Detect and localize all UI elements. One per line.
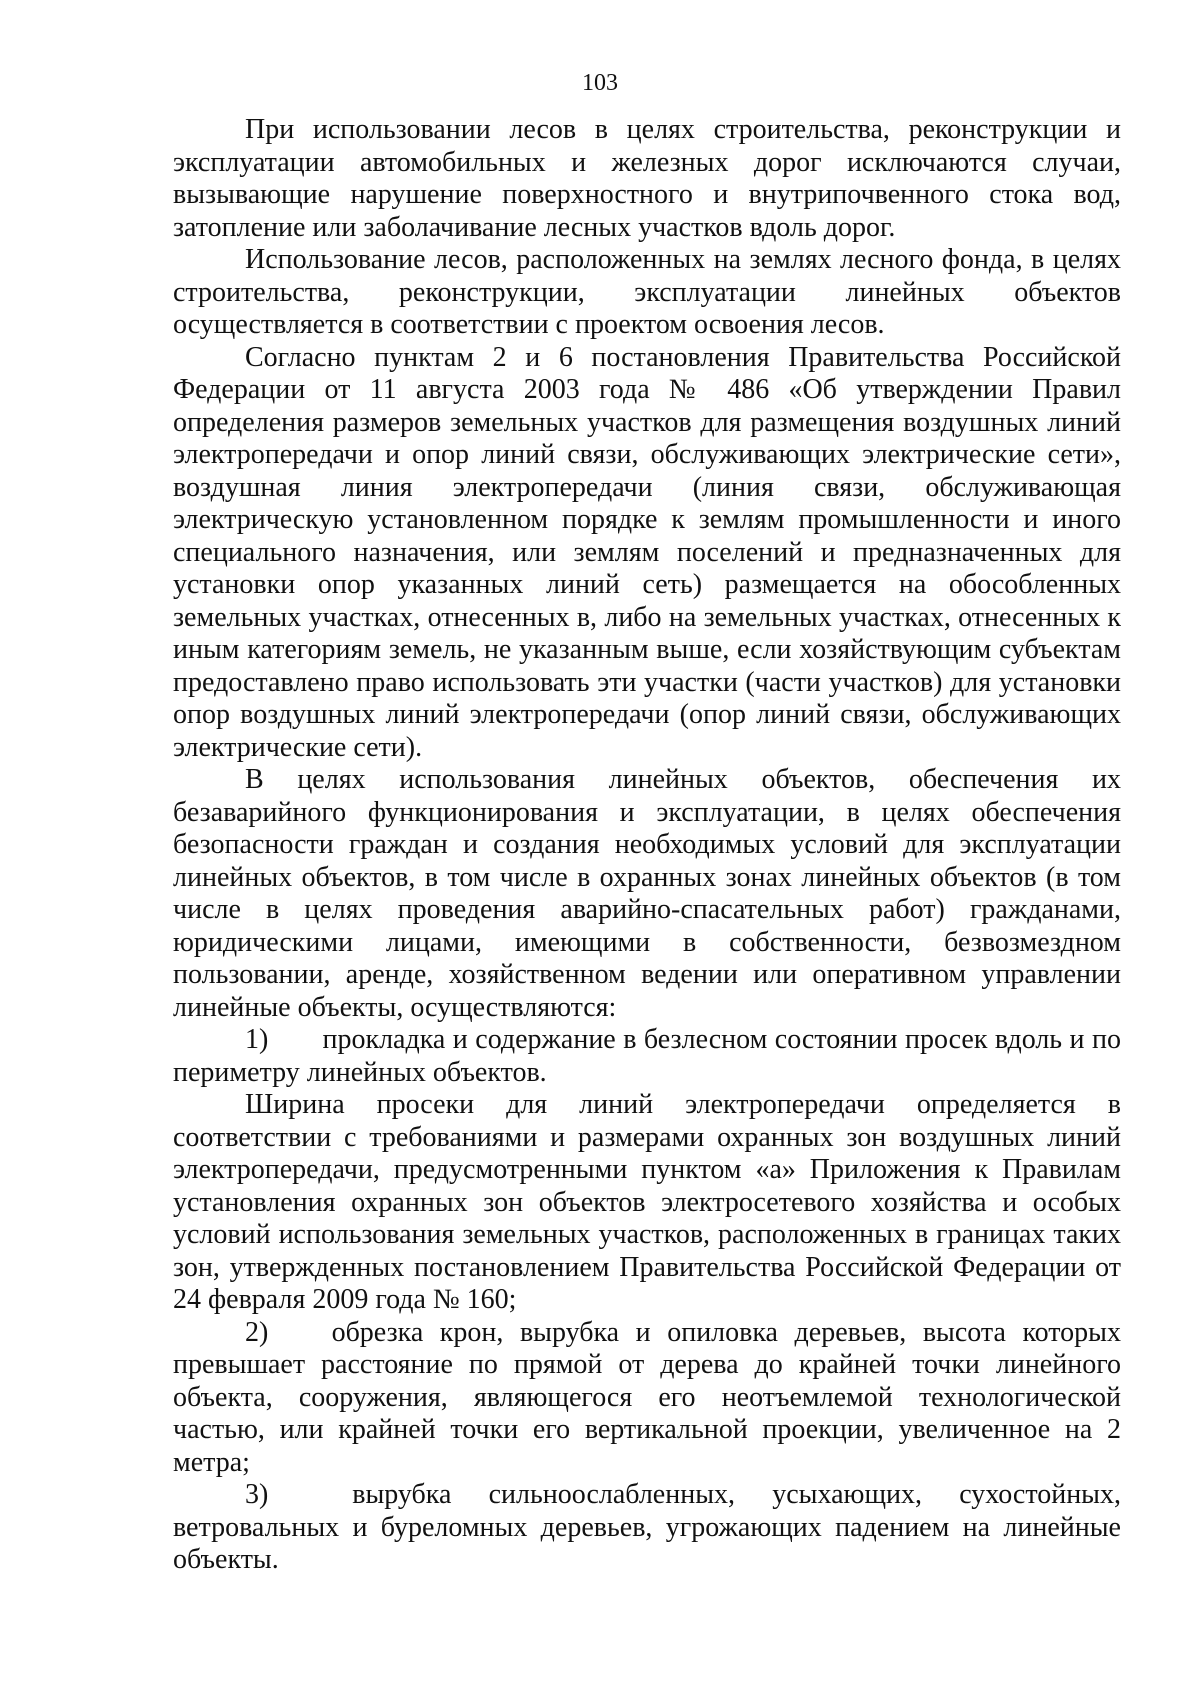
list-item-number: 2) (245, 1316, 269, 1348)
document-body (173, 114, 1121, 1577)
paragraph-clearing-width: Ширина просеки для линий электропередачи определяется в соответствии с требованиями и размерами охранных зон воздушных линий электропередачи, предусмотренными пунктом «а» Приложения к Правилам установления охранных зон объектов электросетевого хозяйства и особых условий использования земельных участков, расположенных в границах таких зон, утвержденных постановлением Правительства Российской Федерации от 24 февраля 2009 года № 160; (173, 1089, 1121, 1315)
list-item-text: обрезка крон, вырубка и опиловка деревьев, высота которых превышает расстояние по прямой от дерева до крайней точки линейного объекта, сооружения, являющегося его неотъемлемой технологической частью, или крайней точки его вертикальной проекции, увеличенное на 2 метра; (173, 1316, 1121, 1478)
paragraph-linear-objects: В целях использования линейных объектов, обеспечения их безаварийного функционирования и эксплуатации, в целях обеспечения безопасности граждан и создания необходимых условий для эксплуатации линейных объектов, в том числе в охранных зонах линейных объектов (в том числе в целях проведения аварийно-спасательных работ) гражданами, юридическими лицами, имеющими в собственности, безвозмездном пользовании, аренде, хозяйственном ведении или оперативном управлении линейные объекты, осуществляются: (173, 764, 1121, 1023)
paragraph-forest-use: Использование лесов, расположенных на землях лесного фонда, в целях строительства, реконструкции, эксплуатации линейных объектов осуществляется в соответствии с проектом освоения лесов. (173, 244, 1121, 340)
list-item-number: 1) (245, 1024, 269, 1055)
paragraph-roads: При использовании лесов в целях строительства, реконструкции и эксплуатации автомобильных и железных дорог исключаются случаи, вызывающие нарушение поверхностного и внутрипочвенного стока вод, затопление или заболачивание лесных участков вдоль дорог. (173, 114, 1121, 243)
page-number: 103 (582, 70, 618, 96)
list-item-1 (173, 1024, 1121, 1089)
list-item-2 (173, 1317, 1121, 1480)
list-item-text: прокладка и содержание в безлесном состоянии просек вдоль и по периметру линейных объектов. (173, 1024, 1121, 1088)
paragraph-decree-486: Согласно пунктам 2 и 6 постановления Правительства Российской Федерации от 11 августа 2003 года № 486 «Об утверждении Правил определения размеров земельных участков для размещения воздушных линий электропередачи и опор линий связи, обслуживающих электрические сети», воздушная линия электропередачи (линия связи, обслуживающая электрическую установленном порядке к землям промышленности и иного специального назначения, или землям поселений и предназначенных для установки опор указанных линий сеть) размещается на обособленных земельных участках, отнесенных в, либо на земельных участках, отнесенных к иным категориям земель, не указанным выше, если хозяйствующим субъектам предоставлено право использовать эти участки (части участков) для установки опор воздушных линий электропередачи (опор линий связи, обслуживающих электрические сети). (173, 341, 1121, 763)
list-item-text: вырубка сильноослабленных, усыхающих, сухостойных, ветровальных и буреломных деревьев, угрожающих падением на линейные объекты. (173, 1479, 1121, 1575)
list-item-number: 3) (245, 1479, 269, 1510)
list-item-3 (173, 1479, 1121, 1577)
